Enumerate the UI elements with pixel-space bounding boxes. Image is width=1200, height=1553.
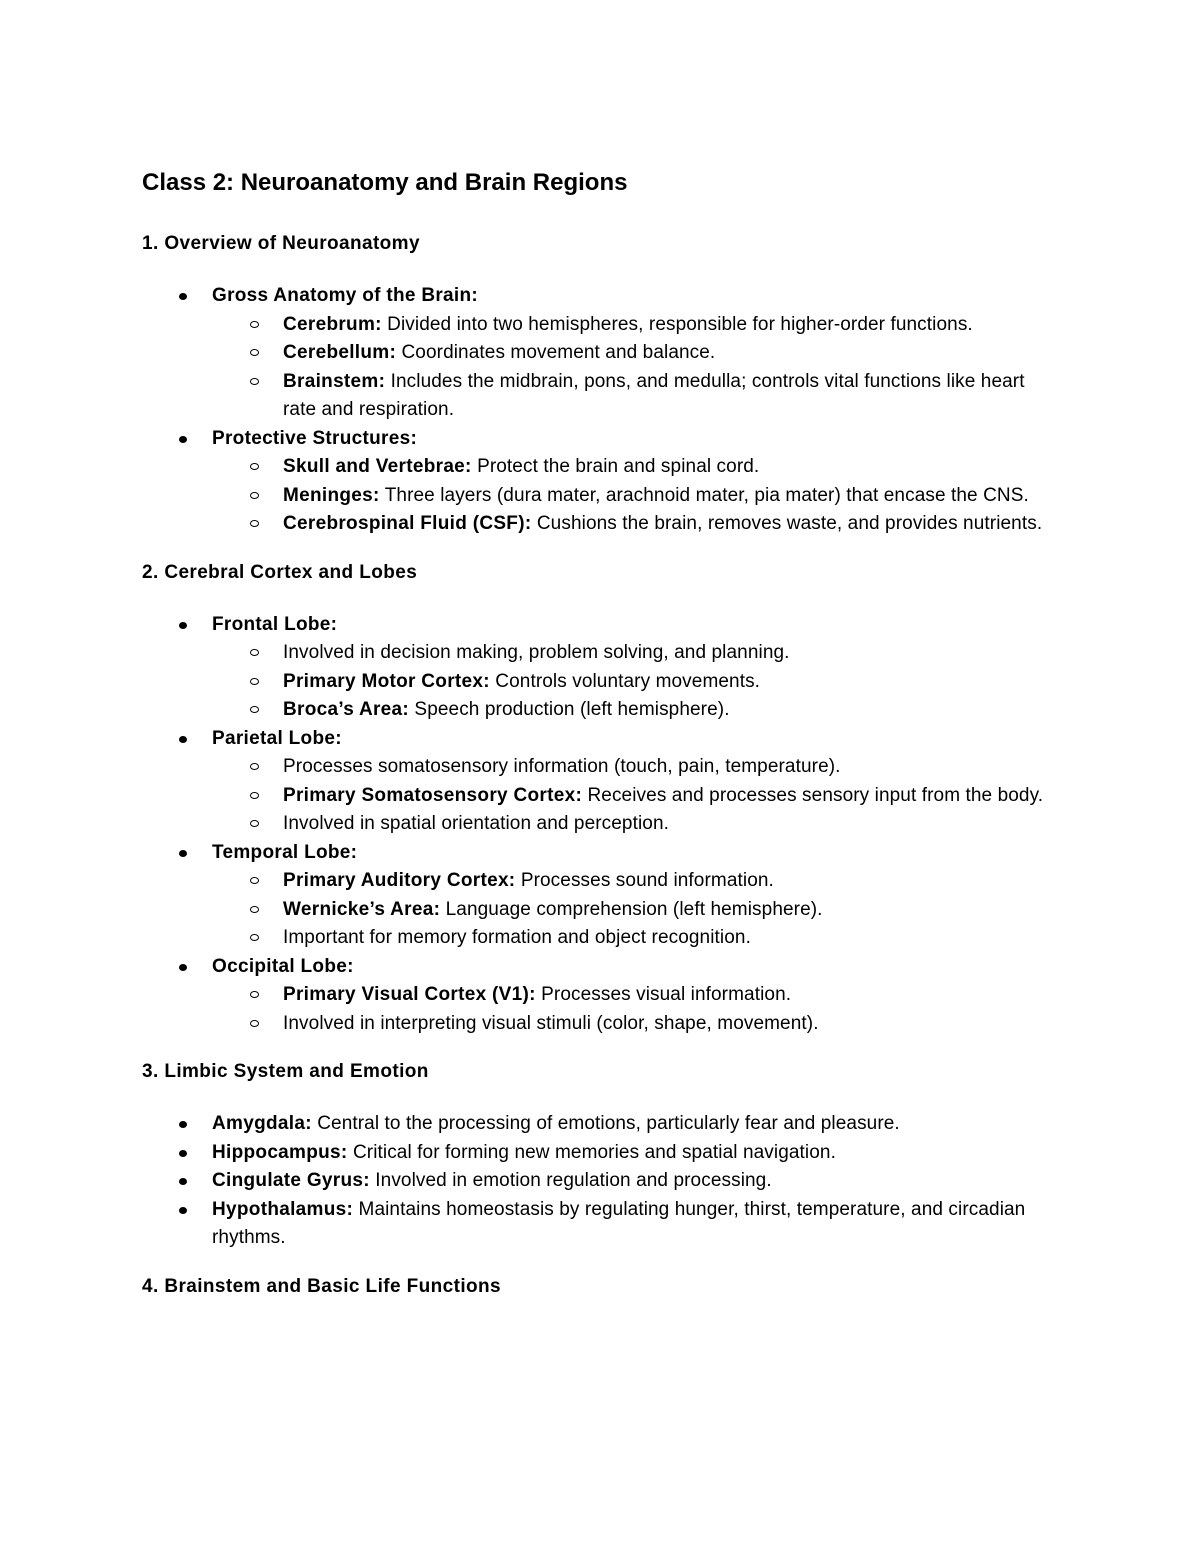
hollow-bullet-icon [250, 820, 259, 827]
item-term: Hippocampus: [212, 1141, 348, 1163]
sub-list-item [283, 482, 1060, 511]
item-term: Gross Anatomy of the Brain: [212, 285, 479, 306]
sub-bullet-list [212, 311, 1060, 425]
bullet-icon [179, 736, 187, 743]
list-item [212, 725, 1060, 839]
sub-item-term: Skull and Vertebrae: [283, 456, 472, 477]
sub-item-term: Cerebrum: [283, 313, 382, 335]
sub-list-item [283, 753, 1060, 782]
section-heading: 2. Cerebral Cortex and Lobes [142, 561, 418, 583]
list-item [212, 282, 1060, 425]
item-term: Protective Structures: [212, 427, 418, 449]
list-item [212, 1196, 1060, 1253]
item-term: Hypothalamus: [212, 1198, 354, 1220]
sub-item-description: Three layers (dura mater, arachnoid mater, pia mater) that encase the CNS. [379, 484, 1029, 506]
document-body [142, 230, 1060, 1301]
sub-bullet-list [212, 639, 1060, 725]
bullet-icon [179, 1178, 187, 1185]
sub-item-description: Protect the brain and spinal cord. [471, 456, 760, 477]
item-description: Maintains homeostasis by regulating hunger, thirst, temperature, and circadian rhythms. [212, 1198, 1026, 1248]
hollow-bullet-icon [250, 520, 259, 527]
sub-item-term: Primary Visual Cortex (V1): [283, 984, 536, 1005]
list-item [212, 611, 1060, 725]
bullet-icon [179, 293, 187, 300]
hollow-bullet-icon [250, 877, 259, 884]
sub-list-item [283, 453, 1060, 482]
hollow-bullet-icon [250, 649, 259, 656]
sub-item-term: Wernicke’s Area: [283, 898, 441, 920]
item-term: Frontal Lobe: [212, 613, 338, 635]
sub-item-description: Coordinates movement and balance. [396, 342, 716, 363]
hollow-bullet-icon [250, 792, 259, 799]
section-heading: 3. Limbic System and Emotion [142, 1061, 429, 1082]
sub-item-description: Speech production (left hemisphere). [409, 699, 730, 720]
sub-item-description: Controls voluntary movements. [489, 670, 761, 692]
sub-item-term: Meninges: [283, 484, 380, 506]
hollow-bullet-icon [250, 1020, 259, 1027]
sub-list-item [283, 924, 1060, 953]
sub-bullet-list [212, 981, 1060, 1038]
bullet-icon [179, 1207, 187, 1214]
sub-list-item [283, 668, 1060, 697]
sub-item-description: Processes visual information. [535, 984, 792, 1005]
bullet-icon [179, 1150, 187, 1157]
sub-item-description: Involved in interpreting visual stimuli (color, shape, movement). [283, 1012, 819, 1034]
hollow-bullet-icon [250, 706, 259, 713]
bullet-icon [179, 436, 187, 443]
sub-bullet-list [212, 867, 1060, 953]
bullet-list [142, 611, 1060, 1039]
bullet-icon [179, 1121, 187, 1128]
sub-item-term: Primary Somatosensory Cortex: [283, 784, 583, 806]
sub-item-term: Broca’s Area: [283, 699, 410, 720]
bullet-icon [179, 622, 187, 629]
sub-item-term: Primary Motor Cortex: [283, 670, 490, 692]
sub-item-term: Cerebellum: [283, 342, 397, 363]
hollow-bullet-icon [250, 678, 259, 685]
section-2 [142, 559, 1060, 1039]
section-3 [142, 1058, 1060, 1253]
section-heading: 4. Brainstem and Basic Life Functions [142, 1275, 501, 1297]
sub-list-item [283, 867, 1060, 896]
list-item [212, 953, 1060, 1039]
bullet-list [142, 282, 1060, 539]
section-4 [142, 1273, 1060, 1301]
bullet-icon [179, 964, 187, 971]
list-item [212, 1110, 1060, 1139]
sub-item-description: Involved in spatial orientation and perception. [283, 813, 670, 834]
sub-list-item [283, 639, 1060, 668]
sub-item-description: Processes somatosensory information (touch, pain, temperature). [283, 756, 841, 777]
sub-list-item [283, 1010, 1060, 1039]
sub-item-description: Cushions the brain, removes waste, and provides nutrients. [531, 513, 1043, 534]
document-title: Class 2: Neuroanatomy and Brain Regions [142, 169, 628, 196]
sub-item-description: Important for memory formation and object recognition. [283, 927, 751, 948]
sub-item-description: Divided into two hemispheres, responsible for higher-order functions. [381, 313, 973, 335]
hollow-bullet-icon [250, 321, 259, 328]
section-1 [142, 230, 1060, 539]
sub-list-item [283, 981, 1060, 1010]
item-term: Occipital Lobe: [212, 955, 354, 977]
sub-item-description: Includes the midbrain, pons, and medulla; controls vital functions like heart rate and respiration. [283, 370, 1025, 420]
item-description: Critical for forming new memories and spatial navigation. [347, 1141, 836, 1163]
hollow-bullet-icon [250, 463, 259, 470]
item-term: Amygdala: [212, 1113, 312, 1134]
list-item [212, 425, 1060, 539]
sub-item-term: Brainstem: [283, 370, 386, 392]
hollow-bullet-icon [250, 906, 259, 913]
list-item [212, 839, 1060, 953]
hollow-bullet-icon [250, 934, 259, 941]
sub-bullet-list [212, 453, 1060, 539]
sub-item-description: Receives and processes sensory input from the body. [582, 784, 1044, 806]
sub-list-item [283, 896, 1060, 925]
sub-list-item [283, 339, 1060, 368]
bullet-icon [179, 850, 187, 857]
list-item [212, 1139, 1060, 1168]
item-description: Involved in emotion regulation and processing. [369, 1170, 772, 1191]
section-heading: 1. Overview of Neuroanatomy [142, 233, 420, 254]
sub-list-item [283, 782, 1060, 811]
item-description: Central to the processing of emotions, particularly fear and pleasure. [311, 1113, 900, 1134]
sub-list-item [283, 696, 1060, 725]
sub-list-item [283, 510, 1060, 539]
sub-item-description: Language comprehension (left hemisphere). [440, 898, 823, 920]
bullet-list [142, 1110, 1060, 1253]
list-item [212, 1167, 1060, 1196]
item-term: Parietal Lobe: [212, 727, 342, 749]
sub-list-item [283, 368, 1060, 425]
sub-list-item [283, 810, 1060, 839]
hollow-bullet-icon [250, 492, 259, 499]
sub-item-term: Cerebrospinal Fluid (CSF): [283, 513, 532, 534]
sub-item-term: Primary Auditory Cortex: [283, 870, 516, 891]
hollow-bullet-icon [250, 991, 259, 998]
sub-bullet-list [212, 753, 1060, 839]
sub-item-description: Processes sound information. [515, 870, 774, 891]
sub-list-item [283, 311, 1060, 340]
sub-item-description: Involved in decision making, problem solving, and planning. [283, 642, 790, 663]
item-term: Temporal Lobe: [212, 841, 358, 863]
hollow-bullet-icon [250, 349, 259, 356]
hollow-bullet-icon [250, 763, 259, 770]
item-term: Cingulate Gyrus: [212, 1170, 370, 1191]
hollow-bullet-icon [250, 378, 259, 385]
